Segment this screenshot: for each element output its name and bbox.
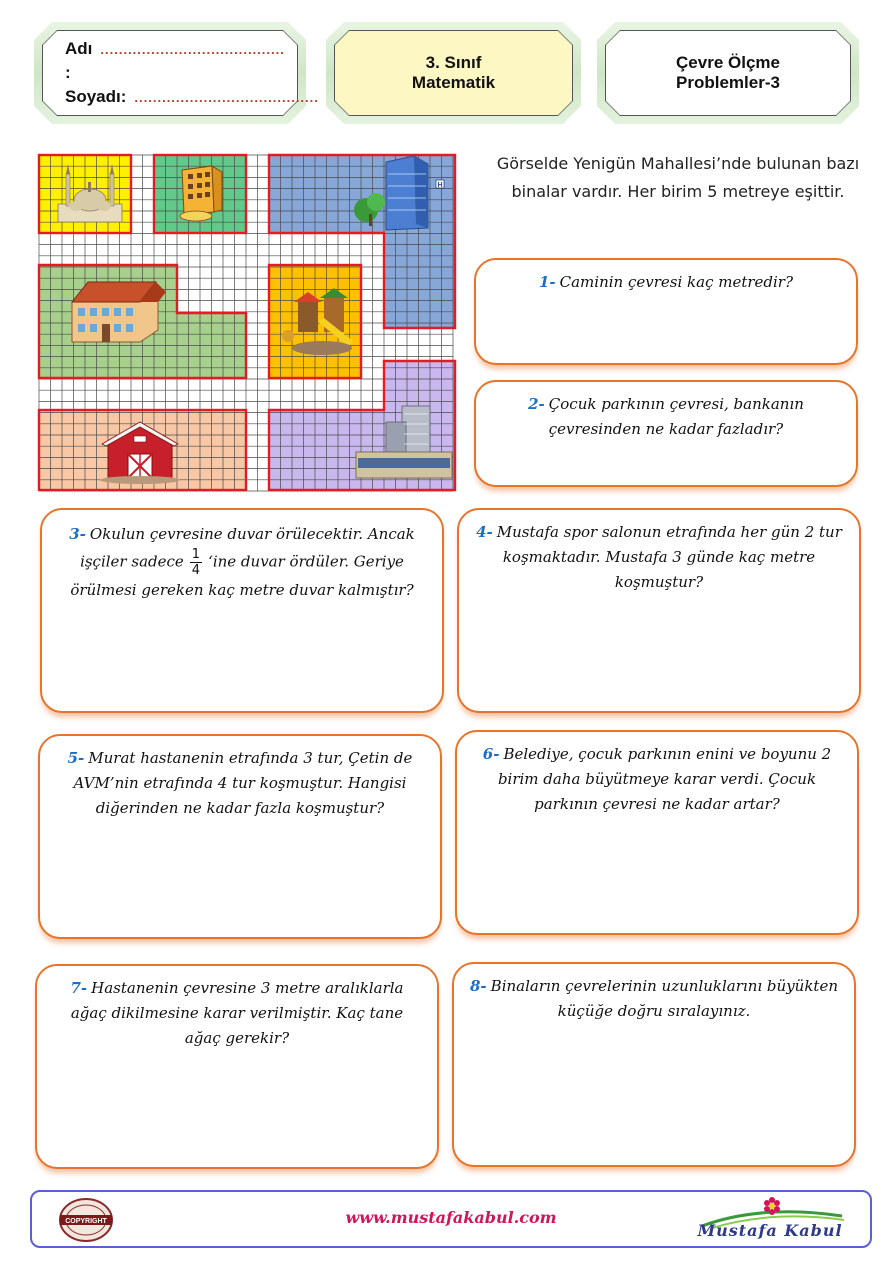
topic-subtitle: Problemler-3 [676, 73, 780, 92]
surname-label: Soyadı: [65, 86, 127, 106]
question-text: Binaların çevrelerinin uzunluklarını büyükten küçüğe doğru sıralayınız. [490, 977, 838, 1020]
question-3[interactable] [40, 508, 444, 713]
svg-text:H: H [437, 182, 443, 189]
question-text: Hastanenin çevresine 3 metre aralıklarla ağaç dikilmesine karar verilmiştir. Kaç tane ağaç gerekir? [70, 979, 404, 1047]
question-number: 7- [70, 979, 88, 997]
question-number: 1- [538, 273, 556, 291]
brand-logo [672, 1196, 858, 1244]
student-info-frame [34, 22, 319, 124]
footer [30, 1190, 872, 1248]
question-text: Okulun çevresine duvar örülecektir. Ancak işçiler sadece [80, 525, 415, 571]
question-number: 6- [482, 745, 500, 763]
website-link[interactable]: www.mustafakabul.com [345, 1208, 557, 1227]
grade-subject-frame [326, 22, 581, 124]
question-text: Belediye, çocuk parkının enini ve boyunu 2 birim daha büyütmeye karar verdi. Çocuk parkının çevresi ne kadar artar? [497, 745, 832, 813]
question-5[interactable] [38, 734, 442, 939]
question-text: Mustafa spor salonun etrafında her gün 2 tur koşmaktadır. Mustafa 3 günde kaç metre koşmuştur? [496, 523, 842, 591]
question-text: Caminin çevresi kaç metredir? [559, 273, 794, 291]
seal-text: COPYRIGHT [65, 1218, 107, 1225]
question-8[interactable] [452, 962, 856, 1167]
surname-field[interactable]: ........................................ [134, 89, 319, 105]
question-number: 4- [476, 523, 493, 541]
fraction-denominator: 4 [191, 563, 201, 578]
question-text-continued: ‘ine duvar ördüler. Geriye örülmesi gereken kaç metre duvar kalmıştır? [70, 552, 414, 599]
topic-title: Çevre Ölçme [676, 53, 780, 72]
question-7[interactable] [35, 964, 439, 1169]
question-text: Çocuk parkının çevresi, bankanın çevresinden ne kadar fazladır? [548, 395, 804, 438]
question-1[interactable] [474, 258, 858, 365]
topic-frame [597, 22, 859, 124]
question-4[interactable] [457, 508, 861, 713]
question-6[interactable] [455, 730, 859, 935]
question-number: 3- [69, 525, 86, 543]
question-text: Murat hastanenin etrafında 3 tur, Çetin de AVM’nin etrafında 4 tur koşmuştur. Hangisi diğerinden ne kadar fazla koşmuştur? [73, 749, 413, 817]
fraction [190, 547, 202, 578]
name-field[interactable]: ........................................ [100, 41, 285, 57]
brand-name: Mustafa Kabul [697, 1221, 843, 1240]
school-icon [72, 282, 166, 342]
subject-label: Matematik [411, 73, 496, 92]
intro-text: Görselde Yenigün Mahallesi’nde bulunan bazı binalar vardır. Her birim 5 metreye eşittir. [496, 154, 860, 201]
neighborhood-grid-map [36, 152, 460, 494]
fraction-numerator: 1 [191, 547, 201, 562]
question-number: 5- [67, 749, 85, 767]
question-2[interactable] [474, 380, 858, 487]
question-number: 8- [470, 977, 487, 995]
grade-label: 3. Sınıf [425, 53, 482, 72]
name-label: Adı : [65, 38, 93, 82]
question-number: 2- [528, 395, 545, 413]
